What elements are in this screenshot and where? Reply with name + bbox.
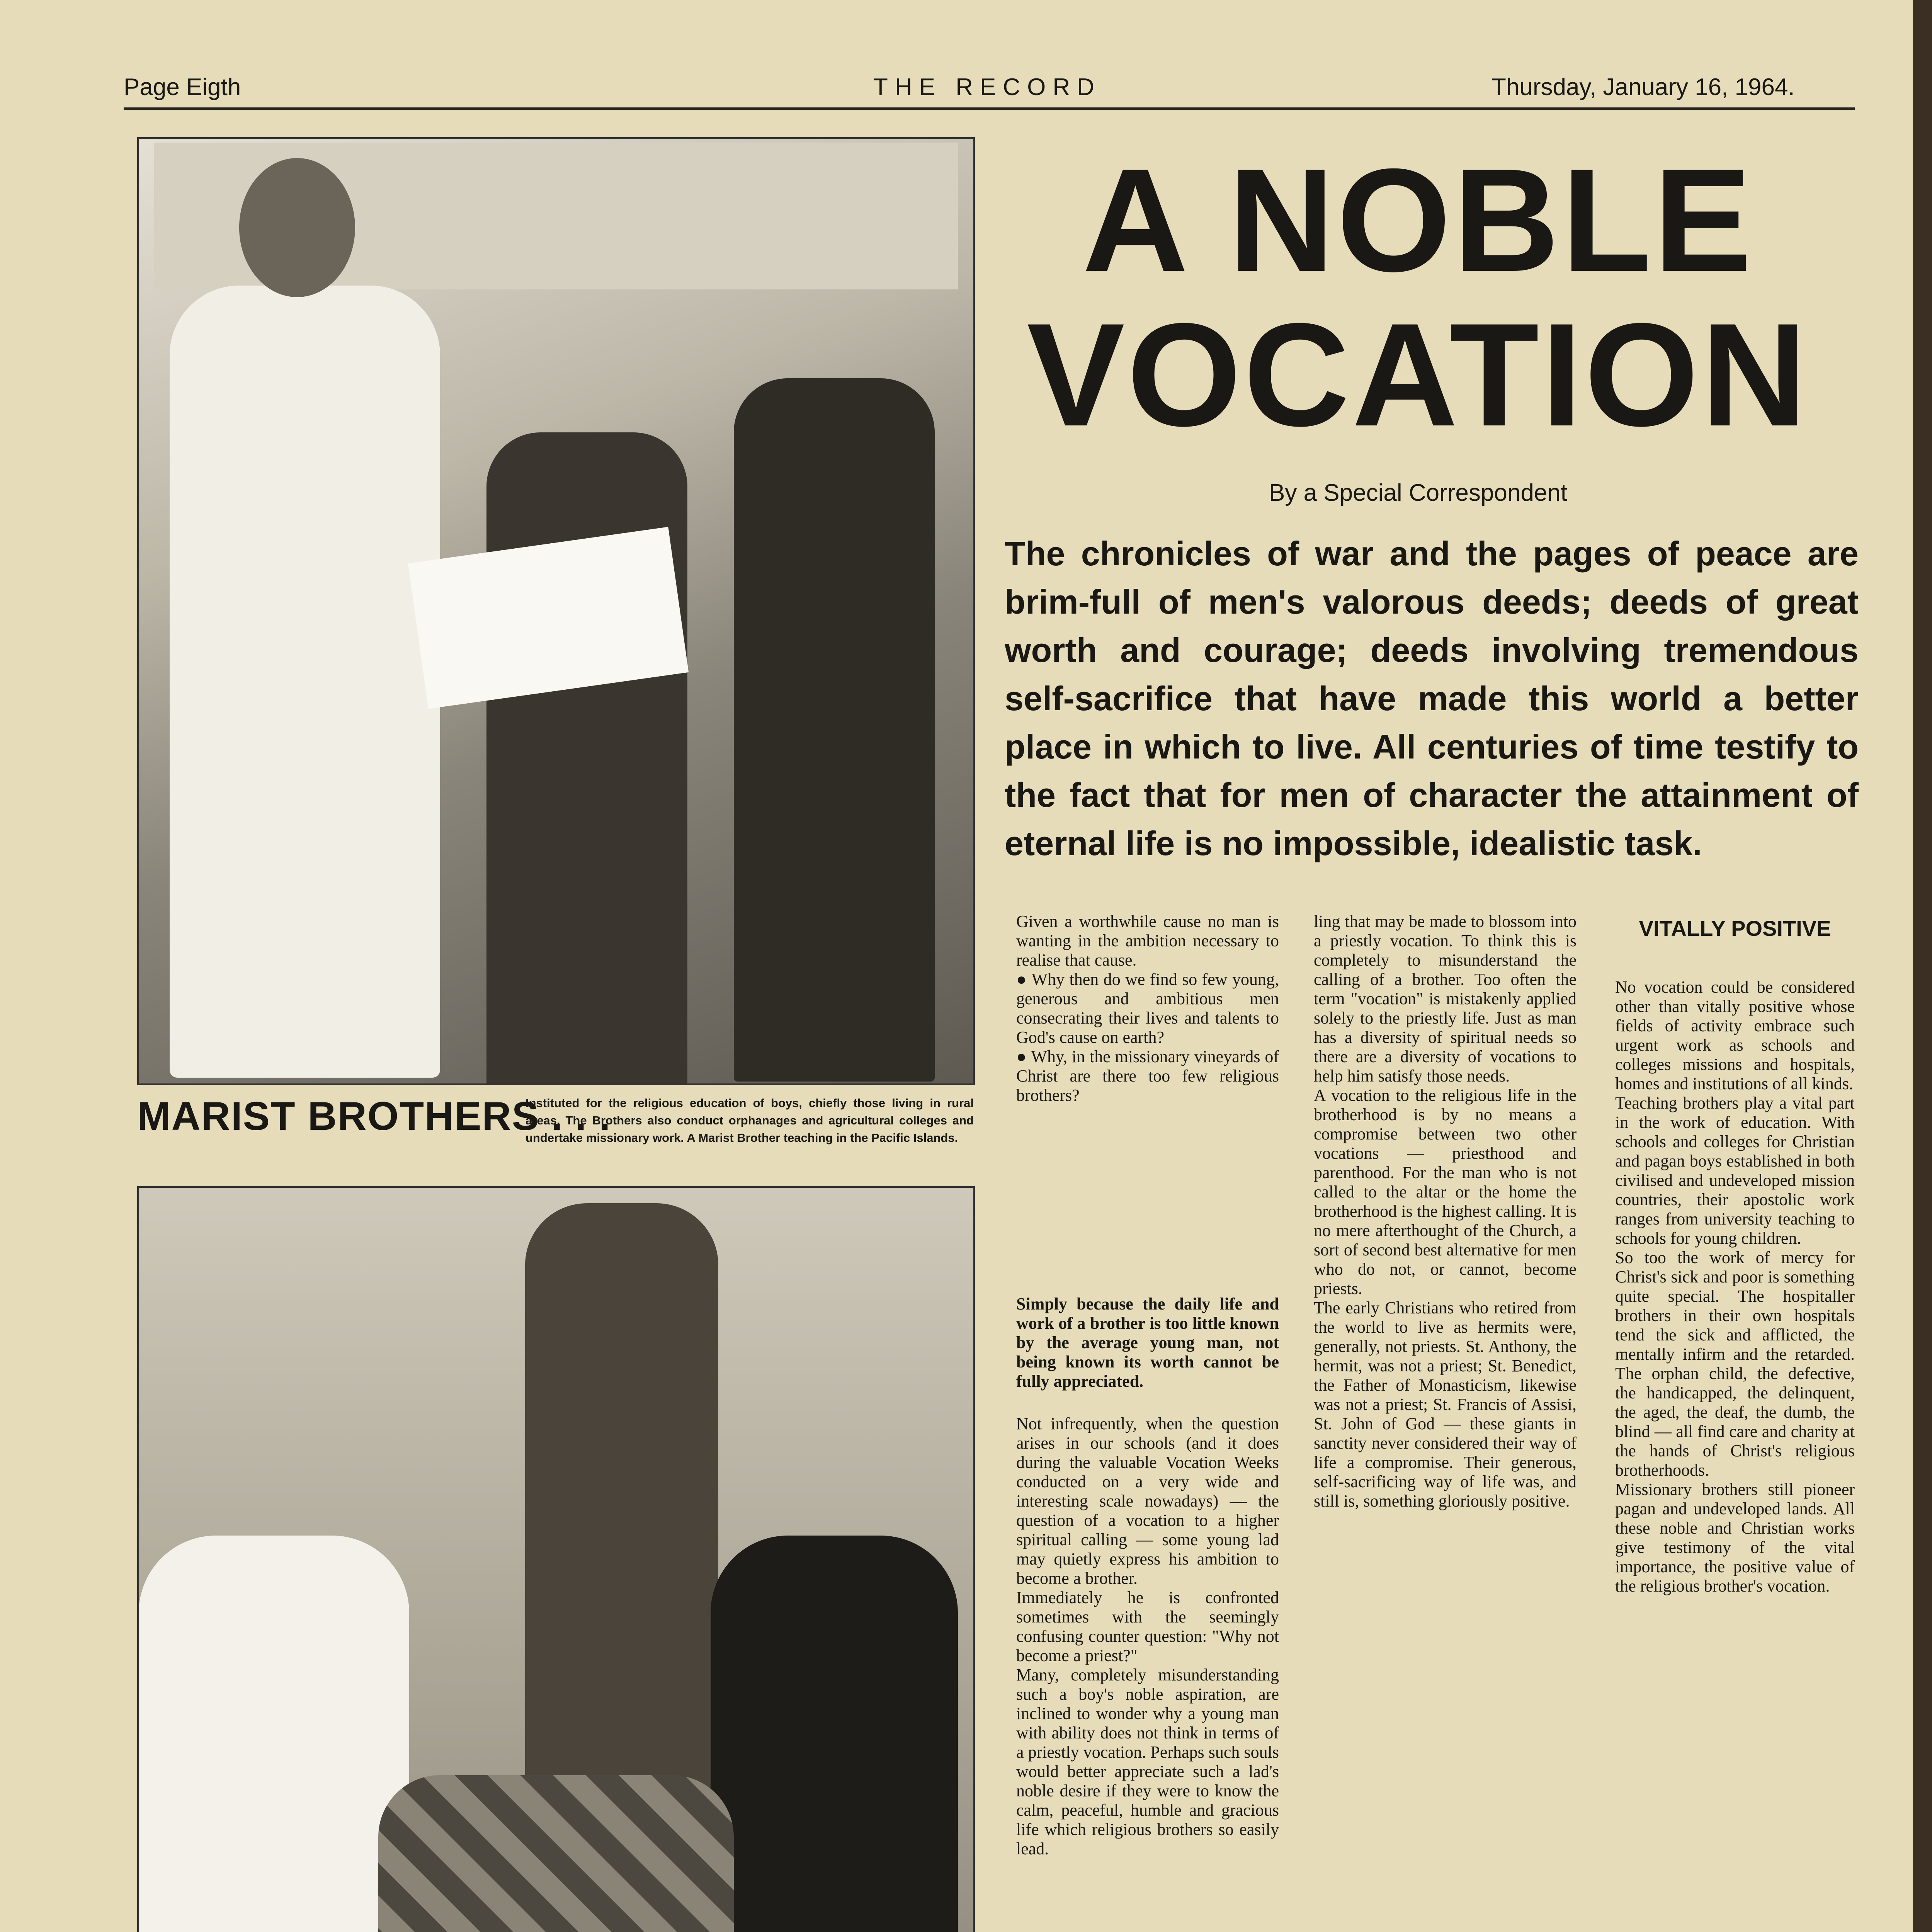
article-column-2: ling that may be made to blossom into a priestly vocation. To think this is completely to misunderstand the calling of a brother. Too often the term "vocation" is mistakenly applied solely to the priestly life. Just as man has a diversity of spiritual needs so there are a diversity of vocations to help him satisfy those needs. A vocation to the religious life in the brotherhood is by no means a compromise between two other vocations — priesthood and parenthood. For the man who is not called to the altar or the home the brotherhood is the highest calling. It is no mere afterthought of the Church, a sort of second best alternative for men who do not, or cannot, become priests. The early Christians who retired from the world to live as hermits were, generally, not priests. St. Anthony, the hermit, was not a priest; St. Benedict, the Father of Monasticism, likewise was not a priest; St. Francis of Assisi, St. John of God — these giants in sanctity never considered their way of life a compromise. Their generous, self-sacrificing way of life was, and still is, something gloriously positive. [1314,912,1577,1510]
subhead-vitally-positive: VITALLY POSITIVE [1639,916,1831,940]
brother-in-white [139,1536,409,1932]
page-label: Page Eigth [124,74,241,100]
article-column-3: No vocation could be considered other than vitally positive whose fields of activity embrace such urgent work as schools and colleges missions and hospitals, homes and institutions of all kinds. Teaching brothers play a vital part in the work of education. With schools and colleges for Christian and pagan boys established in both civilised and undeveloped mission countries, their apostolic work ranges from university teaching to schools for young children. So too the work of mercy for Christ's sick and poor is something quite special. The hospitaller brothers in their own hospitals tend the sick and afflicted, the mentally infirm and the retarded. The orphan child, the defective, the handicapped, the delinquent, the aged, the deaf, the dumb, the blind — all find care and charity at the hands of Christ's religious brotherhoods. Missionary brothers still pioneer pagan and undeveloped lands. All these noble and Christian works give testimony of the vital importance, the positive value of the religious brother's vocation. [1615,978,1855,1595]
hospitaller-brothers-photo [137,1186,975,1932]
brother-head [239,158,355,297]
issue-date: Thursday, January 16, 1964. [1492,74,1795,100]
page-binding-edge [1913,0,1932,1932]
marist-caption-title: MARIST BROTHERS . . . [137,1094,611,1139]
student-figure-right [734,378,935,1082]
byline: By a Special Correspondent [1269,480,1567,506]
article-column-1-bold: Simply because the daily life and work of a brother is too little known by the average young man, not being known its worth cannot be fully appreciated. [1016,1294,1279,1391]
headline-line-1: A NOBLE [1082,138,1754,302]
article-column-1a: Given a worthwhile cause no man is wanting in the ambition necessary to realise that cause. ● Why then do we find so few young, generous and ambitious men consecrating their lives and talents to God's cause on earth? ● Why, in the missionary vineyards of Christ are there too few religious brothers? [1016,912,1279,1105]
statue-figure [525,1203,718,1791]
priest-in-black [711,1536,958,1932]
newspaper-title: THE RECORD [873,74,1101,100]
brother-figure [170,286,440,1078]
headline-line-2: VOCATION [1027,293,1810,457]
marist-brothers-photo [137,137,975,1085]
masthead-rule [124,107,1855,110]
marist-caption-text: Instituted for the religious education of boys, chiefly those living in rural areas. The Brothers also conduct orphanages and agricultural colleges and undertake missionary work. A Marist Brother teaching in the Pacific Islands. [526,1096,974,1145]
article-column-1b: Not infrequently, when the question arises in our schools (and it does during the valuable Vocation Weeks conducted on a very wide and interesting scale nowadays) — the question of a vocation to a higher spiritual calling — some young lad may quietly express his ambition to become a brother. Immediately he is confronted sometimes with the seemingly confusing counter question: "Why not become a priest?" Many, completely misunderstanding such a boy's noble aspiration, are inclined to wonder why a young man with ability does not think in terms of a priestly vocation. Perhaps such souls would better appreciate such a lad's noble desire if they were to know the calm, peaceful, humble and gracious life which religious brothers so easily lead. [1016,1414,1279,1858]
article-intro: The chronicles of war and the pages of peace are brim-full of men's valorous deeds; deeds of great worth and courage; deeds involving tremendous self-sacrifice that have made this world a better place in which to live. All centuries of time testify to the fact that for men of character the attainment of eternal life is no impossible, idealistic task. [1005,534,1859,862]
patient-in-wheelchair [378,1775,734,1932]
